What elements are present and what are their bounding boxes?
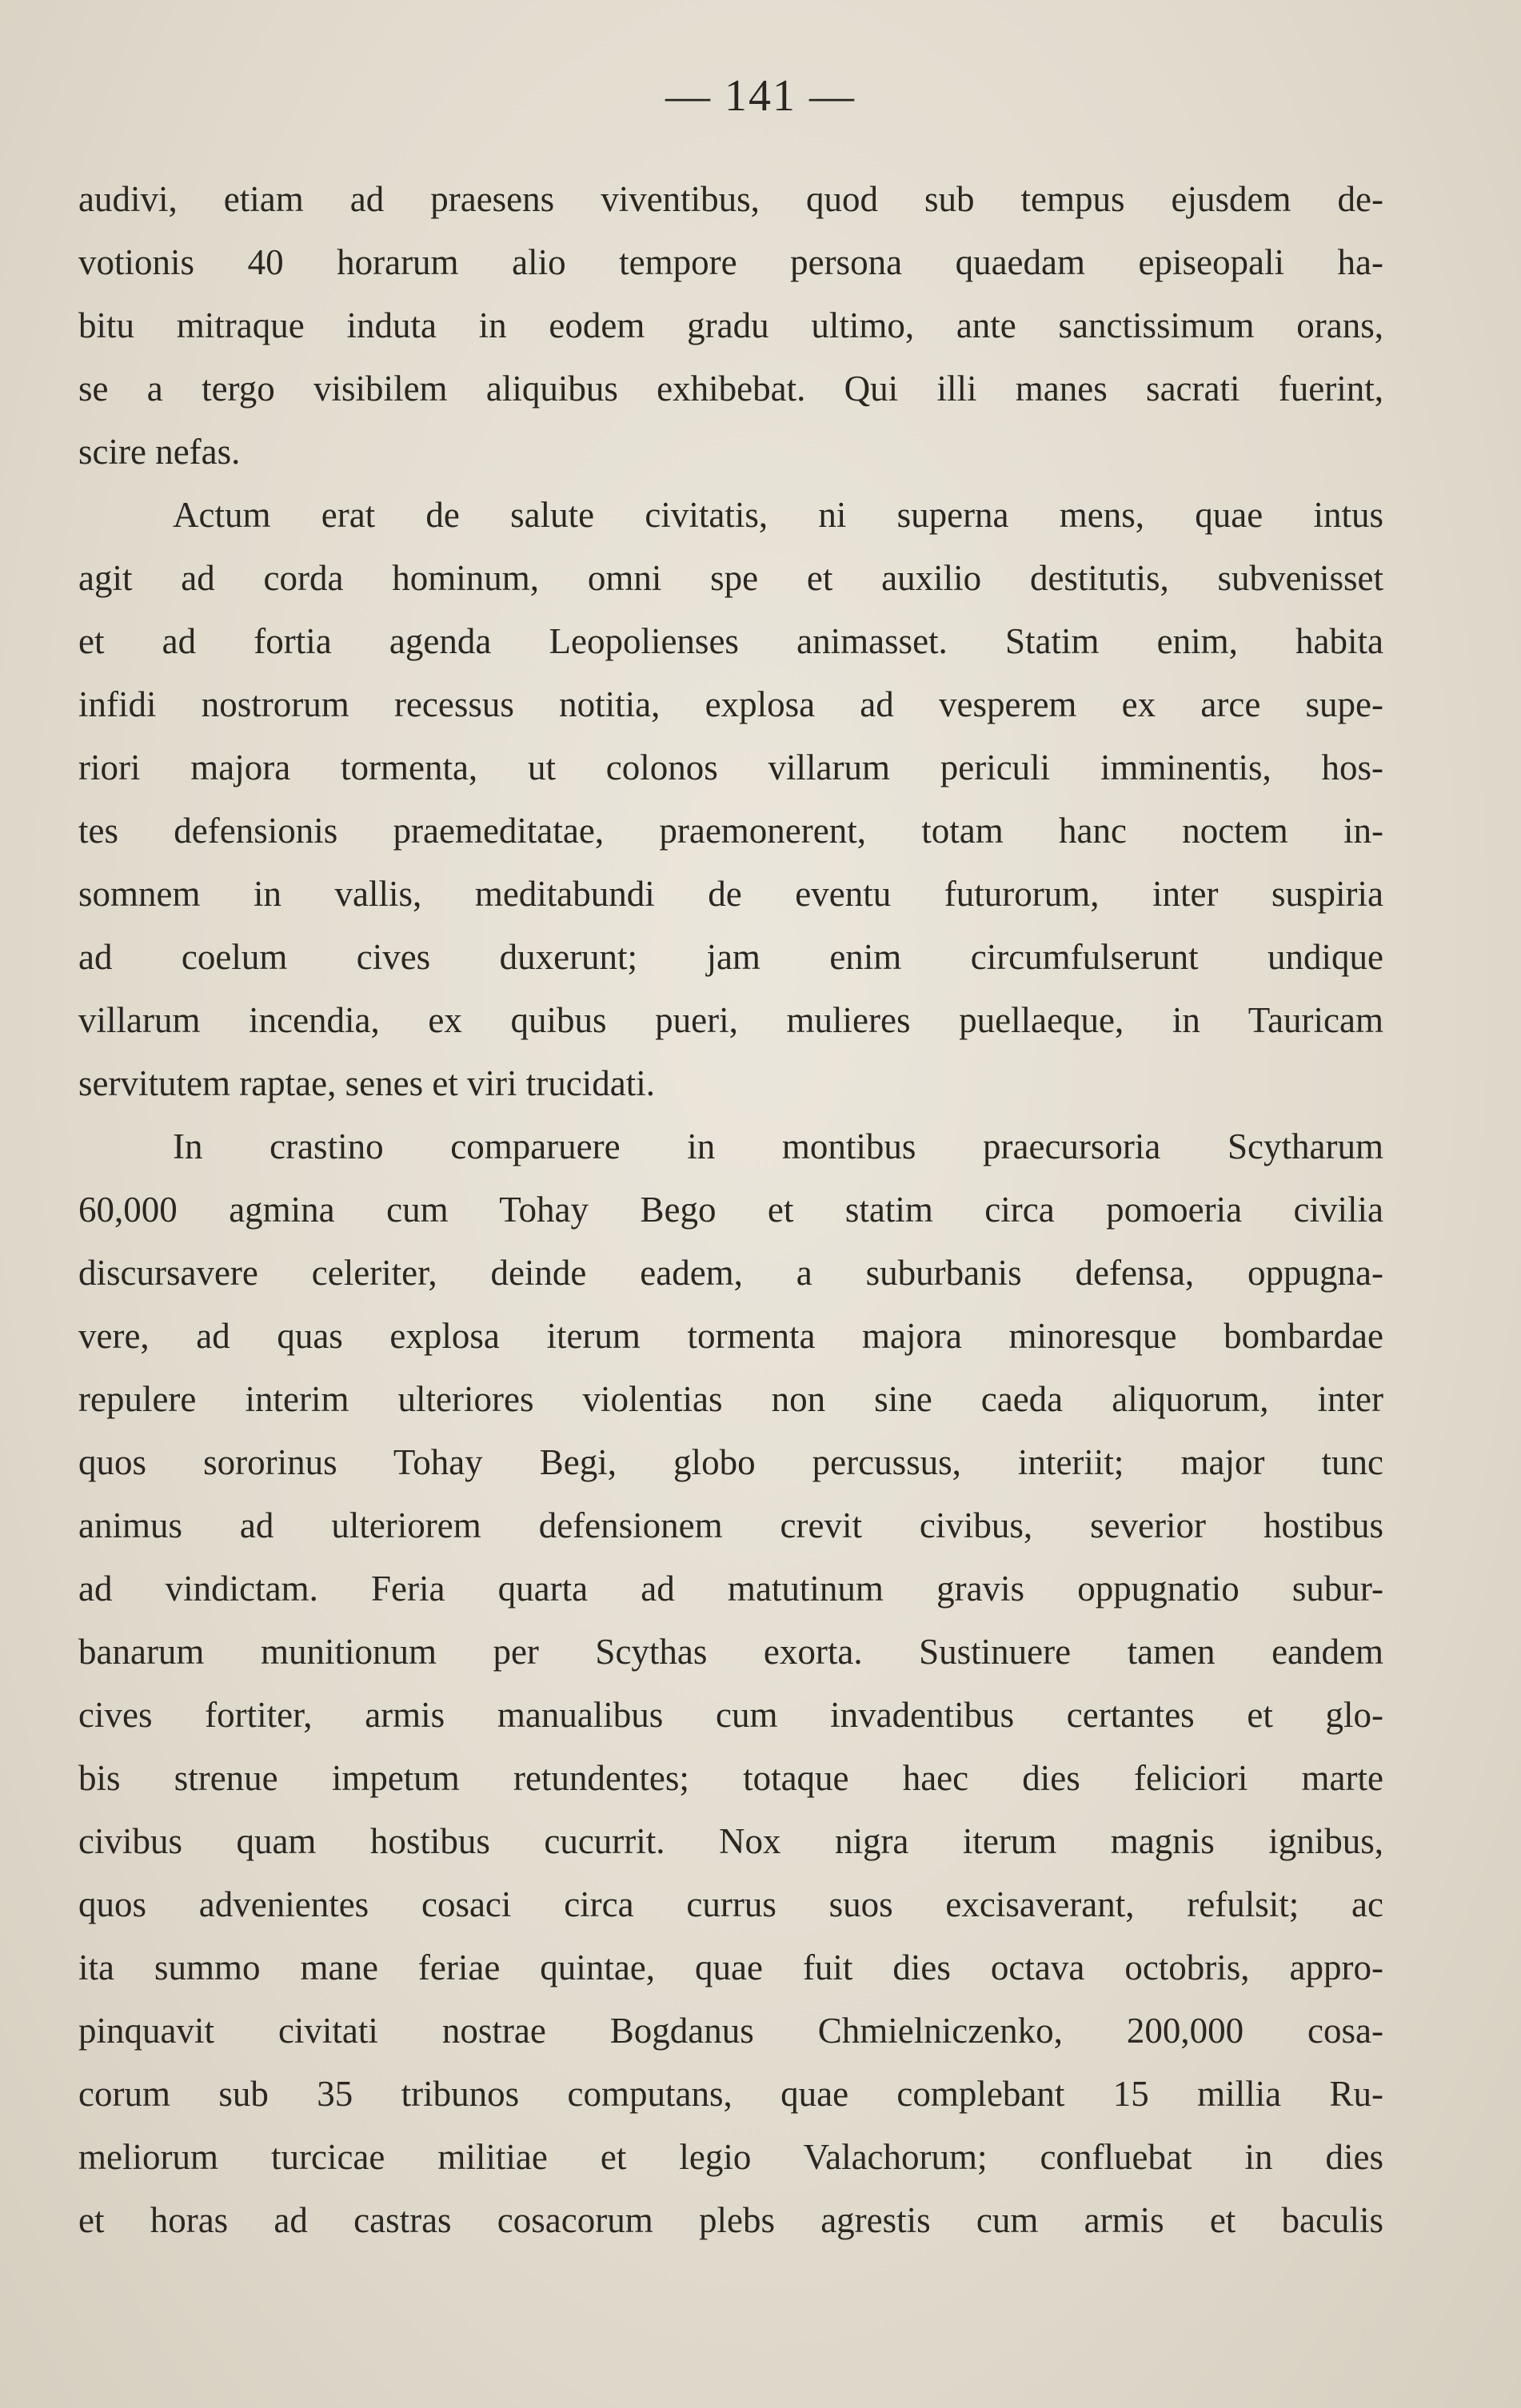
text-line: bitu mitraque induta in eodem gradu ultimo, ante sanctissimum orans, bbox=[78, 305, 1383, 345]
text-line: somnem in vallis, meditabundi de eventu futurorum, inter suspiria bbox=[78, 874, 1383, 914]
text-line: ad vindictam. Feria quarta ad matutinum gravis oppugnatio subur- bbox=[78, 1569, 1383, 1609]
text-line: tes defensionis praemeditatae, praemonerent, totam hanc noctem in- bbox=[78, 811, 1383, 851]
text-line: animus ad ulteriorem defensionem crevit civibus, severior hostibus bbox=[78, 1505, 1383, 1545]
text-line: se a tergo visibilem aliquibus exhibebat. Qui illi manes sacrati fuerint, bbox=[78, 369, 1383, 409]
text-line: et horas ad castras cosacorum plebs agrestis cum armis et baculis bbox=[78, 2200, 1383, 2240]
text-line: quos advenientes cosaci circa currus suos excisaverant, refulsit; ac bbox=[78, 1884, 1383, 1924]
text-line: In crastino comparuere in montibus praecursoria Scytharum bbox=[173, 1126, 1383, 1166]
text-line: infidi nostrorum recessus notitia, explosa ad vesperem ex arce supe- bbox=[78, 684, 1383, 724]
text-line: corum sub 35 tribunos computans, quae complebant 15 millia Ru- bbox=[78, 2074, 1383, 2114]
text-line: cives fortiter, armis manualibus cum invadentibus certantes et glo- bbox=[78, 1695, 1383, 1735]
text-line: bis strenue impetum retundentes; totaque haec dies feliciori marte bbox=[78, 1758, 1383, 1798]
text-line: audivi, etiam ad praesens viventibus, quod sub tempus ejusdem de- bbox=[78, 179, 1383, 219]
text-line: servitutem raptae, senes et viri trucidati. bbox=[78, 1063, 655, 1103]
text-line: villarum incendia, ex quibus pueri, mulieres puellaeque, in Tauricam bbox=[78, 1000, 1383, 1040]
text-line: pinquavit civitati nostrae Bogdanus Chmielniczenko, 200,000 cosa- bbox=[78, 2011, 1383, 2051]
text-line: riori majora tormenta, ut colonos villarum periculi imminentis, hos- bbox=[78, 748, 1383, 787]
page-number: — 141 — bbox=[665, 71, 856, 121]
text-line: scire nefas. bbox=[78, 432, 241, 472]
text-line: civibus quam hostibus cucurrit. Nox nigra iterum magnis ignibus, bbox=[78, 1821, 1383, 1861]
text-line: banarum munitionum per Scythas exorta. Sustinuere tamen eandem bbox=[78, 1632, 1383, 1672]
body-text bbox=[78, 168, 1383, 2252]
text-line: repulere interim ulteriores violentias non sine caeda aliquorum, inter bbox=[78, 1379, 1383, 1419]
text-line: votionis 40 horarum alio tempore persona quaedam episeopali ha- bbox=[78, 242, 1383, 282]
text-line: quos sororinus Tohay Begi, globo percussus, interiit; major tunc bbox=[78, 1442, 1383, 1482]
text-line: meliorum turcicae militiae et legio Valachorum; confluebat in dies bbox=[78, 2137, 1383, 2177]
text-line: et ad fortia agenda Leopolienses animasset. Statim enim, habita bbox=[78, 621, 1383, 661]
text-line: ita summo mane feriae quintae, quae fuit dies octava octobris, appro- bbox=[78, 1948, 1383, 1987]
text-line: 60,000 agmina cum Tohay Bego et statim circa pomoeria civilia bbox=[78, 1190, 1383, 1230]
text-line: agit ad corda hominum, omni spe et auxilio destitutis, subvenisset bbox=[78, 558, 1383, 598]
text-line: ad coelum cives duxerunt; jam enim circumfulserunt undique bbox=[78, 937, 1383, 977]
text-line: vere, ad quas explosa iterum tormenta majora minoresque bombardae bbox=[78, 1316, 1383, 1356]
text-line: Actum erat de salute civitatis, ni superna mens, quae intus bbox=[173, 495, 1383, 535]
text-line: discursavere celeriter, deinde eadem, a suburbanis defensa, oppugna- bbox=[78, 1253, 1383, 1293]
